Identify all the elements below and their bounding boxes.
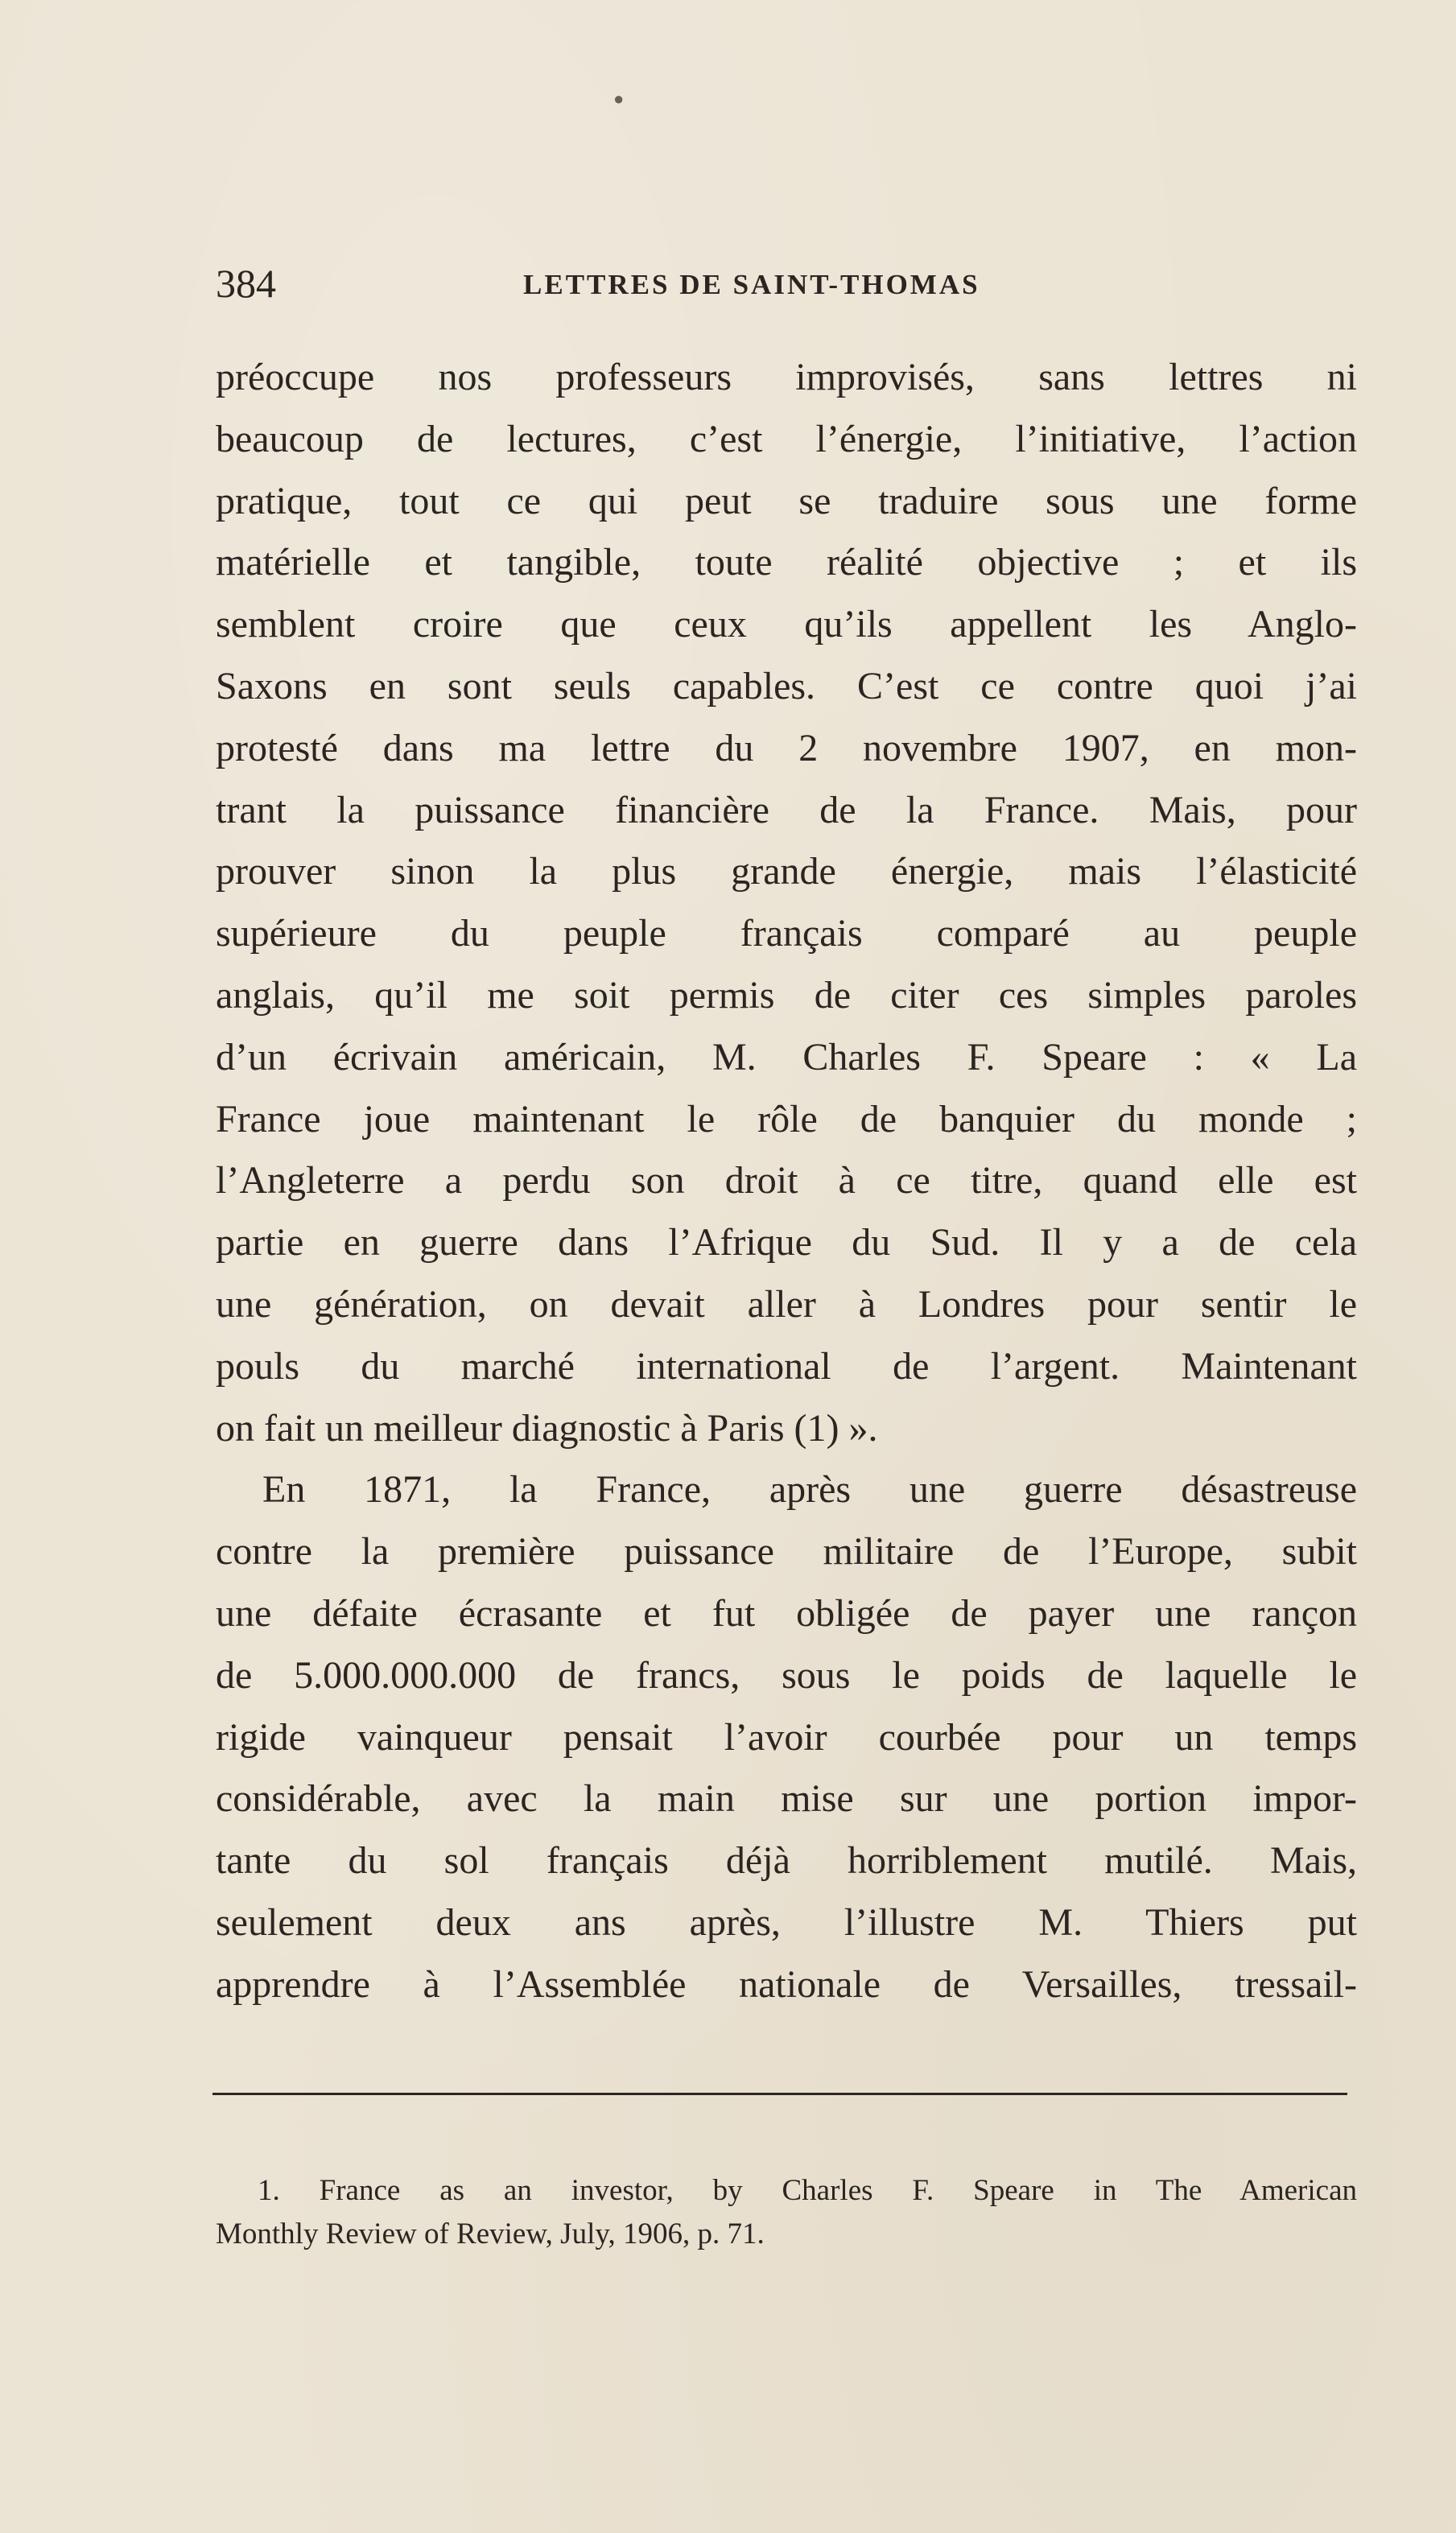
body-line: Saxons en sont seuls capables. C’est ce contre quoi j’ai (216, 664, 1357, 708)
footnote-line: Monthly Review of Review, July, 1906, p. 71. (216, 2217, 765, 2250)
body-line: supérieure du peuple français comparé au peuple (216, 912, 1357, 955)
paragraph-end-line: on fait un meilleur diagnostic à Paris (1) ». (216, 1406, 878, 1450)
body-line: prouver sinon la plus grande énergie, mais l’élasticité (216, 850, 1357, 893)
paragraph-start-line: En 1871, la France, après une guerre désastreuse (262, 1468, 1357, 1512)
page-header (216, 259, 1355, 307)
body-line: matérielle et tangible, toute réalité objective ; et ils (216, 541, 1357, 584)
body-line: tante du sol français déjà horriblement mutilé. Mais, (216, 1839, 1357, 1883)
body-line: partie en guerre dans l’Afrique du Sud. Il y a de cela (216, 1221, 1357, 1264)
body-line: de 5.000.000.000 de francs, sous le poids de laquelle le (216, 1653, 1357, 1697)
body-line: protesté dans ma lettre du 2 novembre 1907, en mon- (216, 726, 1357, 769)
body-line: rigide vainqueur pensait l’avoir courbée pour un temps (216, 1715, 1357, 1759)
body-line: une génération, on devait aller à Londres pour sentir le (216, 1282, 1357, 1326)
body-line: semblent croire que ceux qu’ils appellent les Anglo- (216, 603, 1357, 646)
body-line: France joue maintenant le rôle de banquier du monde ; (216, 1097, 1357, 1141)
body-line: une défaite écrasante et fut obligée de payer une rançon (216, 1591, 1357, 1635)
footnote-line: 1. France as an investor, by Charles F. Speare in The American (258, 2174, 1357, 2207)
body-line: contre la première puissance militaire de l’Europe, subit (216, 1530, 1357, 1574)
body-line: l’Angleterre a perdu son droit à ce titre, quand elle est (216, 1159, 1357, 1203)
body-line: apprendre à l’Assemblée nationale de Versailles, tressail- (216, 1962, 1357, 2006)
body-text (216, 347, 1357, 2016)
body-line: beaucoup de lectures, c’est l’énergie, l’initiative, l’action (216, 417, 1357, 460)
page-speck: ● (613, 89, 625, 109)
body-line: préoccupe nos professeurs improvisés, sans lettres ni (216, 356, 1357, 398)
body-line: d’un écrivain américain, M. Charles F. Speare : « La (216, 1035, 1357, 1079)
footnote-rule (212, 2093, 1347, 2095)
body-line: seulement deux ans après, l’illustre M. Thiers put (216, 1900, 1357, 1944)
body-line: trant la puissance financière de la France. Mais, pour (216, 788, 1357, 831)
body-line: pratique, tout ce qui peut se traduire sous une forme (216, 479, 1357, 522)
footnote (216, 2169, 1357, 2256)
running-head: LETTRES DE SAINT-THOMAS (523, 269, 980, 300)
body-line: anglais, qu’il me soit permis de citer ces simples paroles (216, 973, 1357, 1017)
body-line: pouls du marché international de l’argent. Maintenant (216, 1344, 1357, 1388)
body-line: considérable, avec la main mise sur une portion impor- (216, 1777, 1357, 1821)
page-number: 384 (216, 261, 276, 306)
